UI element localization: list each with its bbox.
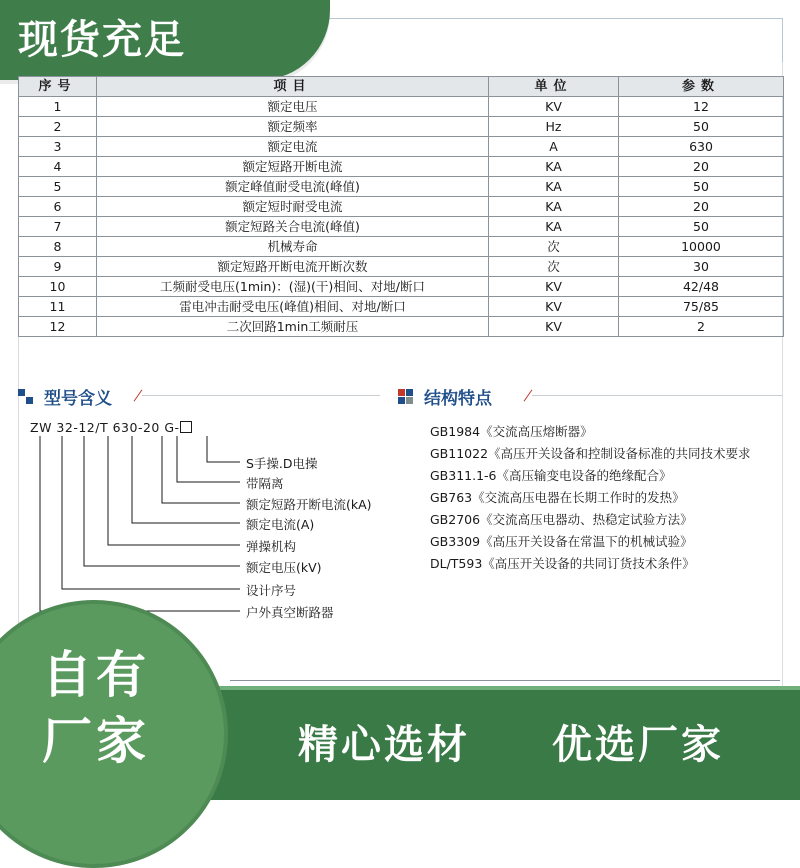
- cell-item: 额定峰值耐受电流(峰值): [97, 177, 489, 197]
- cell-item: 额定短路关合电流(峰值): [97, 217, 489, 237]
- standard-item: GB3309《高压开关设备在常温下的机械试验》: [430, 534, 693, 549]
- model-label: 额定电流(A): [246, 517, 315, 532]
- standard-item: GB311.1-6《高压输变电设备的绝缘配合》: [430, 468, 672, 483]
- code-part: ZW: [30, 420, 52, 435]
- model-label: 额定电压(kV): [246, 560, 322, 575]
- code-part: T: [99, 420, 109, 435]
- structure-section-title: 结构特点: [424, 389, 492, 409]
- cell-no: 2: [19, 117, 97, 137]
- cell-unit: Hz: [489, 117, 619, 137]
- header-value: 参数: [619, 77, 784, 97]
- model-label: 带隔离: [246, 476, 284, 491]
- code-part: 630: [112, 420, 138, 435]
- cell-no: 6: [19, 197, 97, 217]
- cell-item: 额定短路开断电流: [97, 157, 489, 177]
- cell-value: 50: [619, 217, 784, 237]
- cell-no: 1: [19, 97, 97, 117]
- cell-unit: KV: [489, 297, 619, 317]
- code-part: 20: [142, 420, 160, 435]
- cell-unit: 次: [489, 237, 619, 257]
- cell-value: 2: [619, 317, 784, 337]
- cell-no: 8: [19, 237, 97, 257]
- model-label: 户外真空断路器: [246, 605, 334, 620]
- structure-section-header: [398, 384, 492, 409]
- slogan-text: 优选厂家: [552, 722, 724, 768]
- cell-item: 额定短时耐受电流: [97, 197, 489, 217]
- slogan-text: 精心选材: [298, 722, 470, 768]
- cell-value: 12: [619, 97, 784, 117]
- code-part: -: [137, 420, 143, 435]
- code-part: -: [174, 420, 180, 435]
- cell-value: 42/48: [619, 277, 784, 297]
- cell-unit: A: [489, 137, 619, 157]
- leader-line: [162, 436, 240, 503]
- model-label: 弹操机构: [246, 539, 297, 554]
- cell-no: 3: [19, 137, 97, 157]
- header-no: 序号: [19, 77, 97, 97]
- cell-no: 9: [19, 257, 97, 277]
- cell-value: 10000: [619, 237, 784, 257]
- cell-unit: KA: [489, 197, 619, 217]
- cell-item: 额定短路开断电流开断次数: [97, 257, 489, 277]
- cell-value: 20: [619, 197, 784, 217]
- leader-line: [108, 436, 240, 545]
- structure-section-rule: [532, 395, 782, 396]
- cell-value: 75/85: [619, 297, 784, 317]
- cell-no: 10: [19, 277, 97, 297]
- standard-item: GB763《交流高压电器在长期工作时的发热》: [430, 490, 685, 505]
- model-label: 额定短路开断电流(kA): [246, 497, 372, 512]
- cell-no: 7: [19, 217, 97, 237]
- standard-item: DL/T593《高压开关设备的共同订货技术条件》: [430, 556, 695, 571]
- cell-value: 30: [619, 257, 784, 277]
- cell-value: 20: [619, 157, 784, 177]
- header-unit: 单位: [489, 77, 619, 97]
- cell-unit: 次: [489, 257, 619, 277]
- cell-item: 额定频率: [97, 117, 489, 137]
- cell-value: 630: [619, 137, 784, 157]
- cell-no: 5: [19, 177, 97, 197]
- cell-value: 50: [619, 177, 784, 197]
- cell-no: 11: [19, 297, 97, 317]
- cell-item: 工频耐受电压(1min)：(湿)(干)相间、对地/断口: [97, 277, 489, 297]
- code-part: 32: [56, 420, 74, 435]
- code-part: -: [73, 420, 79, 435]
- leader-line: [132, 436, 240, 523]
- factory-badge-line: 自有: [42, 646, 150, 704]
- stock-badge-text: 现货充足: [18, 17, 186, 63]
- standard-item: GB1984《交流高压熔断器》: [430, 424, 593, 439]
- code-part: G: [164, 420, 175, 435]
- model-label: S手操.D电操: [246, 456, 318, 471]
- code-part: /: [95, 420, 100, 435]
- cell-unit: KA: [489, 177, 619, 197]
- cell-item: 额定电压: [97, 97, 489, 117]
- cell-unit: KV: [489, 97, 619, 117]
- factory-badge-line: 厂家: [42, 712, 150, 770]
- divider: [230, 680, 780, 681]
- cell-unit: KV: [489, 317, 619, 337]
- leader-line: [177, 436, 240, 482]
- cell-item: 二次回路1min工频耐压: [97, 317, 489, 337]
- cell-no: 4: [19, 157, 97, 177]
- leader-line: [207, 436, 240, 462]
- cell-unit: KV: [489, 277, 619, 297]
- code-part: 12: [78, 420, 96, 435]
- standard-item: GB11022《高压开关设备和控制设备标准的共同技术要求: [430, 446, 751, 461]
- standard-item: GB2706《交流高压电器动、热稳定试验方法》: [430, 512, 693, 527]
- squares-icon: [398, 389, 414, 405]
- cell-unit: KA: [489, 157, 619, 177]
- header-item: 项目: [97, 77, 489, 97]
- model-label: 设计序号: [246, 583, 297, 598]
- cell-item: 机械寿命: [97, 237, 489, 257]
- cell-no: 12: [19, 317, 97, 337]
- cell-item: 雷电冲击耐受电压(峰值)相间、对地/断口: [97, 297, 489, 317]
- cell-item: 额定电流: [97, 137, 489, 157]
- cell-value: 50: [619, 117, 784, 137]
- model-section-title: 型号含义: [44, 389, 112, 409]
- cell-unit: KA: [489, 217, 619, 237]
